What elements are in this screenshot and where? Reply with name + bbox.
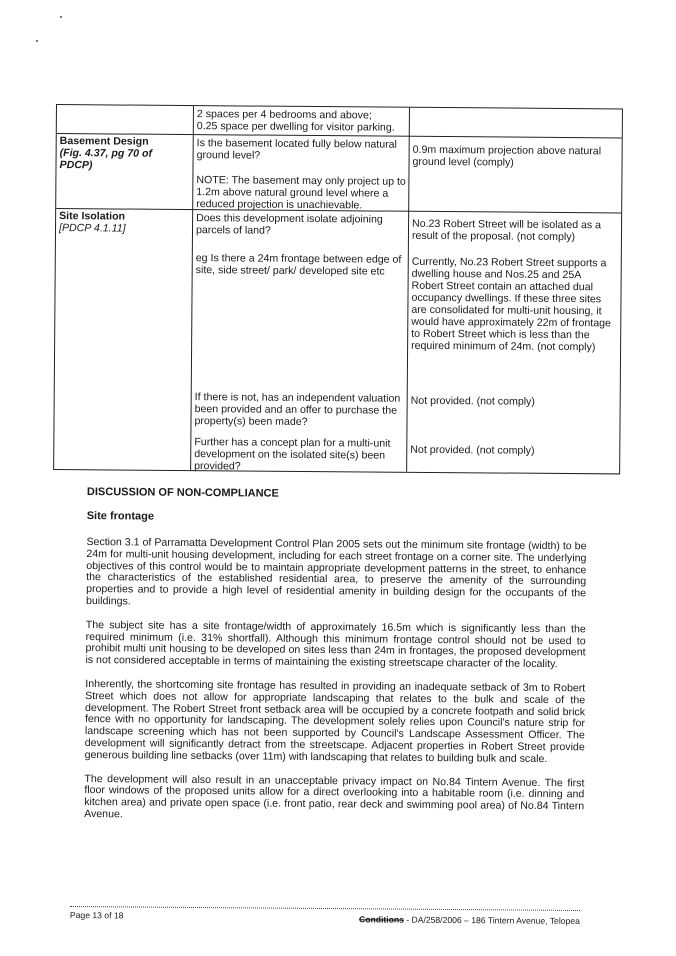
parking-requirement: 2 spaces per 4 bedrooms and above; 0.25 space per dwelling for visitor parking. — [196, 108, 395, 134]
site-isolation-label: Site Isolation — [59, 210, 126, 223]
scan-speck — [60, 16, 62, 18]
footer-rule — [70, 906, 580, 911]
document-reference — [359, 914, 580, 926]
isolation-answer: No.23 Robert Street will be isolated as a result of the proposal. (not comply) — [411, 217, 602, 244]
valuation-question: If there is not, has an independent valuation been provided and an offer to purchase the property(s) been made? — [194, 391, 401, 428]
page-footer — [69, 906, 580, 927]
valuation-answer: Not provided. (not comply) — [410, 394, 535, 408]
paragraph: The subject site has a site frontage/width of approximately 16.5m which is significantly less than the required minimum (i.e. 31% shortfall). Although this minimum frontage control should not be used to prohibit multi unit housing to be developed on sites less than 24m in frontages, the proposed development is not considered acceptable in terms of maintaining the existing streetscape character of the locality. — [85, 618, 586, 671]
basement-design-reference: (Fig. 4.37, pg 70 of PDCP) — [59, 147, 153, 172]
site-isolation-reference: [PDCP 4.1.11] — [58, 222, 126, 235]
frontage-answer: Currently, No.23 Robert Street supports a dwelling house and Nos.25 and 25A Robert Street contain an attached dual occupancy dwellings. If these three sites are consolidated for multi-unit housing, it would have approximately 22m of frontage to Robert Street which is less than the required minimum of 24m. (not comply) — [411, 255, 611, 354]
basement-answer: 0.9m maximum projection above natural ground level (comply) — [412, 143, 602, 169]
basement-note: NOTE: The basement may only project up to 1.2m above natural ground level where a reduced projection is unachievable. — [196, 174, 406, 212]
concept-plan-answer: Not provided. (not comply) — [410, 443, 535, 457]
reference-text: - DA/258/2006 – 186 Tintern Avenue, Telopea — [403, 914, 580, 927]
basement-design-label: Basement Design — [59, 135, 149, 148]
paragraph: Inherently, the shortcoming site frontage has resulted in providing an inadequate setback of 3m to Robert Street which does not allow for appropriate landscaping that relates to the bulk and scale of the development. The Robert Street front setback area will be occupied by a concrete footpath and solid brick fence with no opportunity for landscaping. The development solely relies upon Council's nature strip for landscape screening which has not been supported by Council's Landscape Assessment Officer. The development will significantly detract from the streetscape. Adjacent properties in Robert Street provide generous building line setbacks (over 11m) with landscaping that relates to building bulk and scale. — [84, 677, 586, 765]
site-frontage-subheading: Site frontage — [86, 509, 155, 523]
paragraph: Section 3.1 of Parramatta Development Control Plan 2005 sets out the minimum site frontage (width) to be 24m for multi-unit housing development, including for each street frontage on a corner site. The underlying objectives of this control would be to maintain appropriate development patterns in the street, to enhance the characteristics of the established residential area, to preserve the amenity of the surrounding properties and to provide a high level of residential amenity in building design for the occupants of the buildings. — [85, 535, 587, 608]
struck-word: Conditions — [358, 914, 404, 925]
discussion-section — [84, 486, 587, 825]
isolation-question: Does this development isolate adjoining parcels of land? — [195, 212, 383, 237]
basement-question: Is the basement located fully below natural ground level? — [196, 137, 397, 162]
column-divider — [406, 108, 410, 472]
paragraph: The development will also result in an unacceptable privacy impact on No.84 Tintern Avenue. The first floor windows of the proposed units allow for a direct overlooking into a habitable room (i.e. dinning and kitchen area) and private open space (i.e. front patio, rear deck and swimming pool area) of No.84 Tintern Avenue. — [84, 772, 585, 821]
scan-speck — [36, 40, 38, 42]
discussion-heading: DISCUSSION OF NON-COMPLIANCE — [86, 486, 279, 500]
frontage-question: eg Is there a 24m frontage between edge of site, side street/ park/ developed site etc — [195, 252, 402, 278]
page-number: Page 13 of 18 — [69, 909, 124, 921]
column-divider — [190, 106, 194, 470]
compliance-table — [53, 104, 623, 474]
concept-plan-question: Further has a concept plan for a multi-unit development on the isolated site(s) been provided? — [194, 436, 391, 473]
